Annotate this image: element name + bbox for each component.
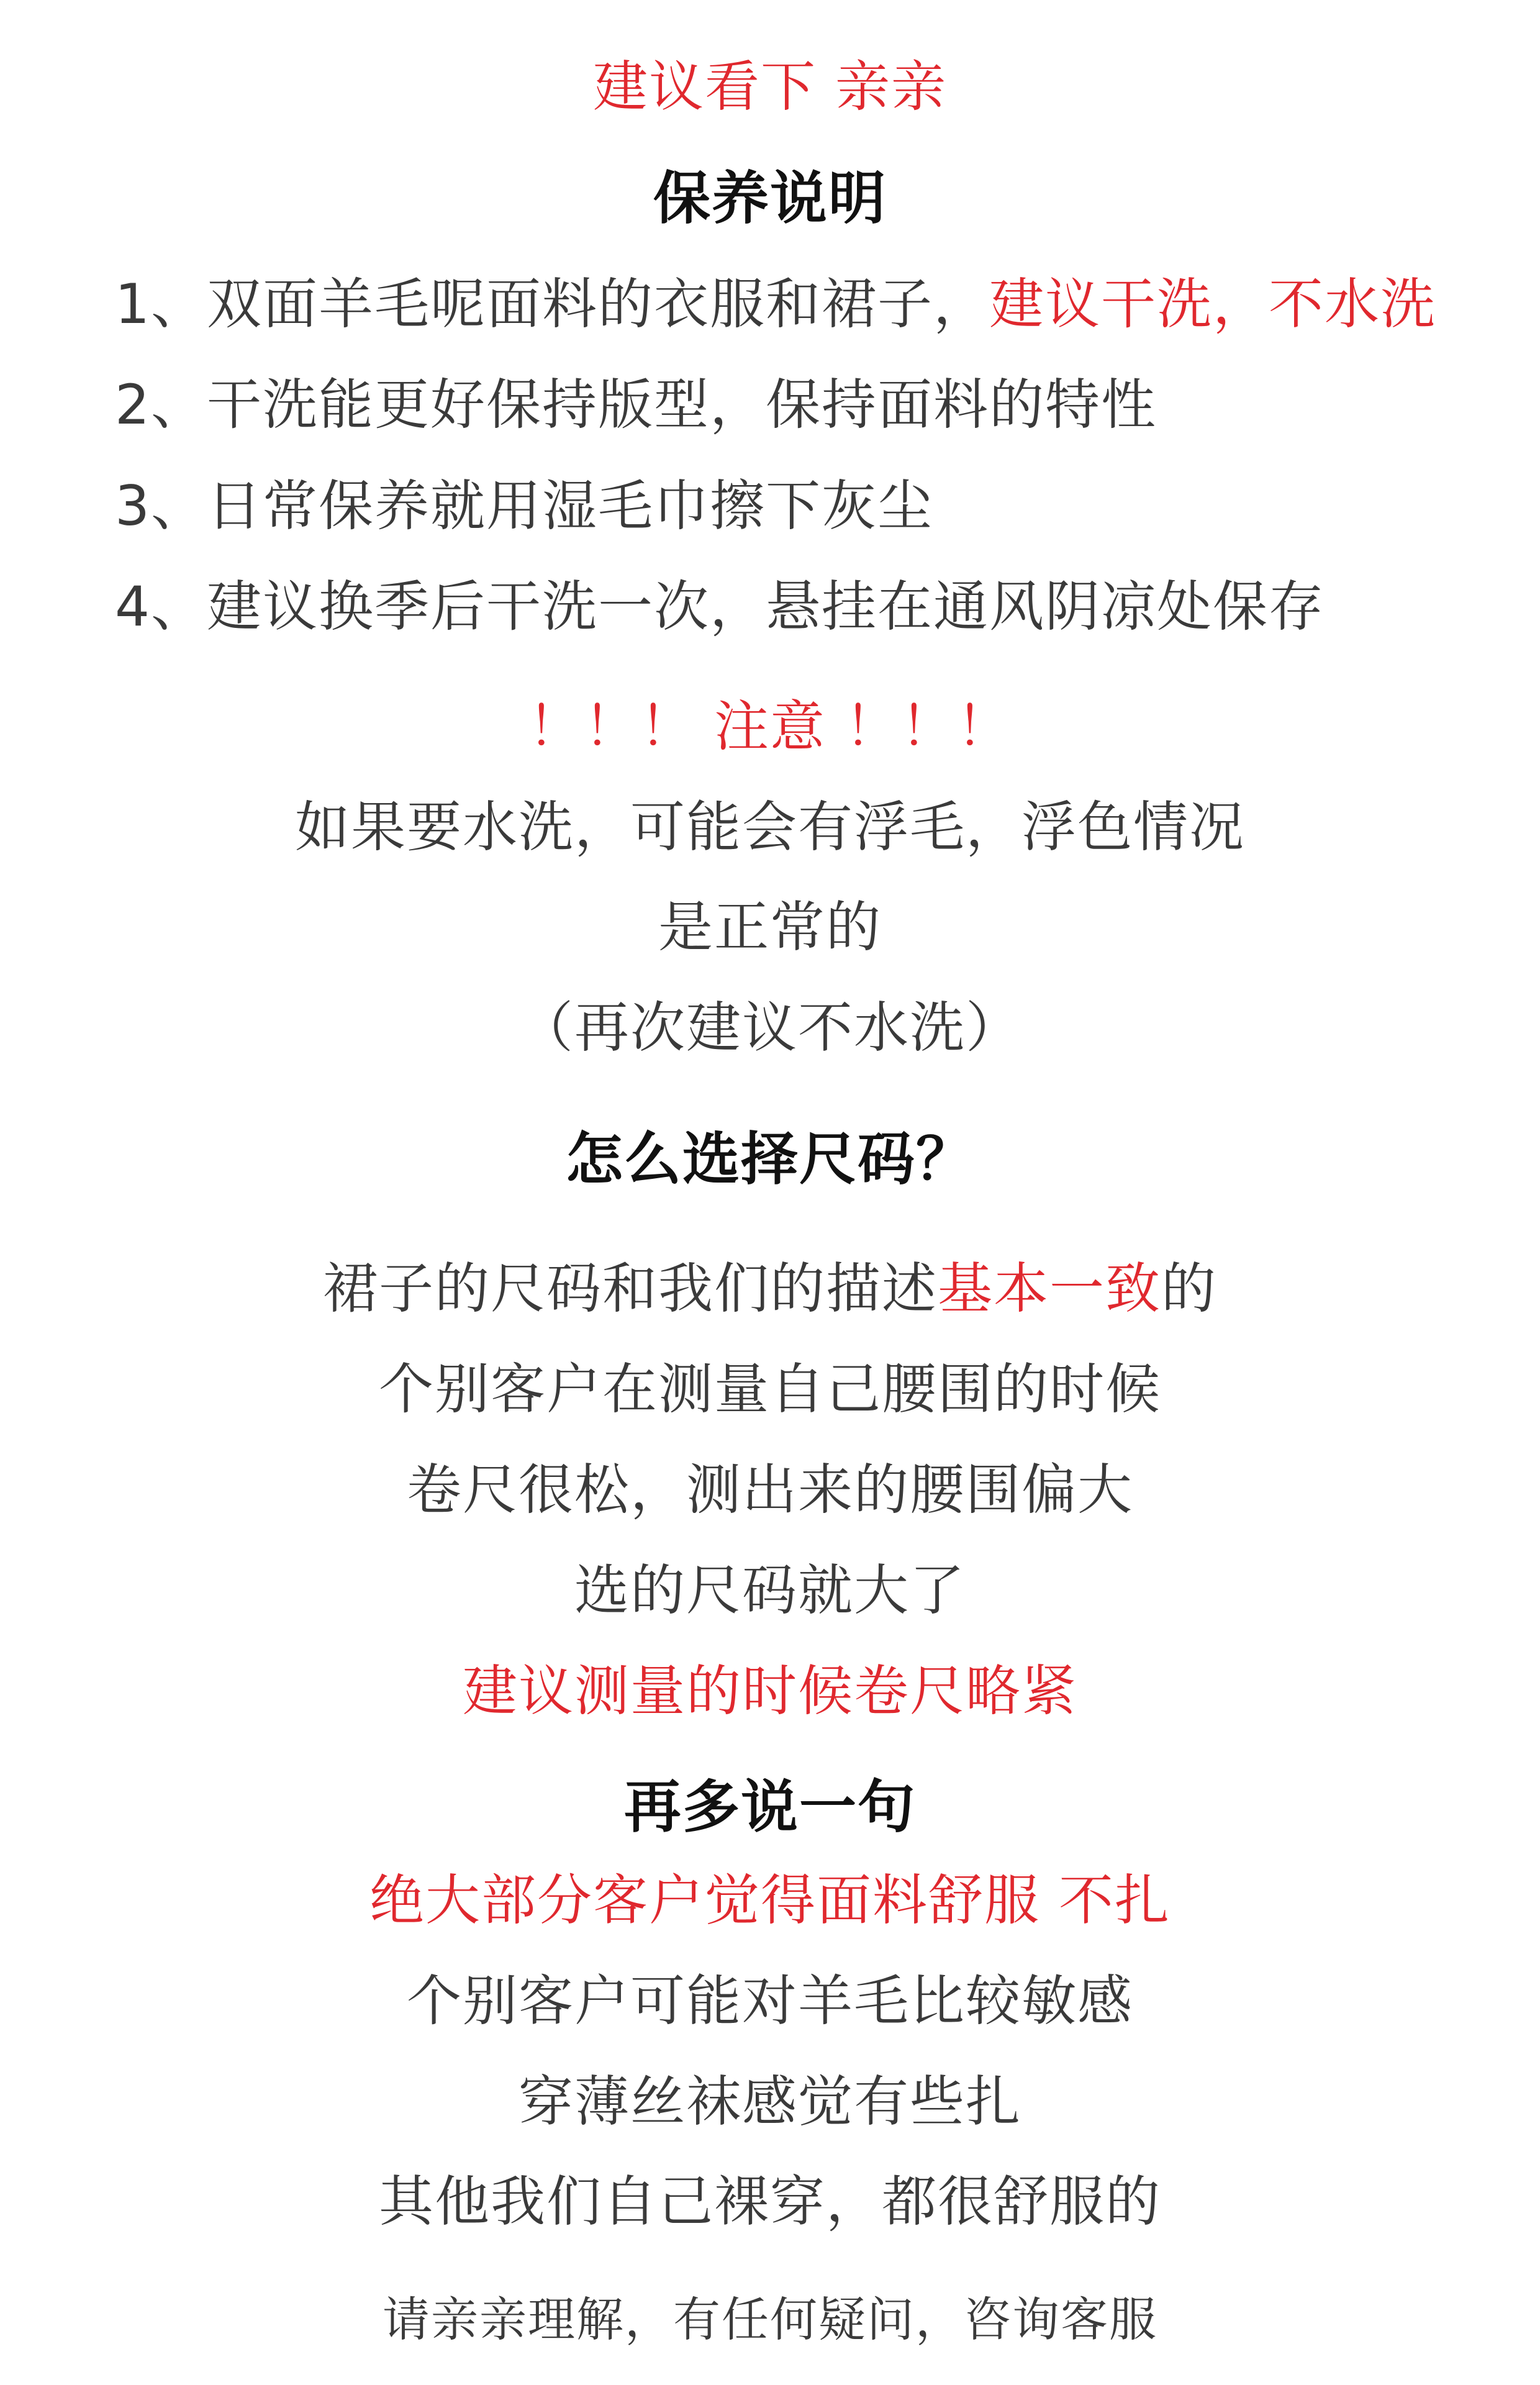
top-banner: 建议看下 亲亲: [593, 55, 947, 119]
notice-line-1: 如果要水洗，可能会有浮毛，浮色情况: [294, 795, 1245, 859]
size-title: 怎么选择尺码？: [565, 1126, 974, 1192]
closing-line: 请亲亲理解，有任何疑问，咨询客服: [383, 2292, 1157, 2347]
more-line-3: 其他我们自己裸穿，都很舒服的: [378, 2169, 1161, 2233]
care-item-2: 2、干洗能更好保持版型，保持面料的特性: [115, 373, 1157, 437]
size-line-1-text: 裙子的尺码和我们的描述: [322, 1256, 938, 1320]
care-item-3: 3、日常保养就用湿毛巾擦下灰尘: [115, 474, 933, 538]
notice-line-3: （再次建议不水洗）: [518, 996, 1021, 1060]
size-line-4: 选的尺码就大了: [574, 1558, 966, 1622]
size-line-1-end: 的: [1161, 1256, 1218, 1320]
size-line-3: 卷尺很松，测出来的腰围偏大: [406, 1458, 1133, 1522]
care-item-1: [115, 270, 1512, 338]
size-line-1: [0, 1255, 1540, 1323]
care-item-1-highlight: 建议干洗，不水洗: [989, 272, 1437, 336]
notice-line-2: 是正常的: [658, 895, 882, 959]
more-highlight: 绝大部分客户觉得面料舒服 不扎: [369, 1868, 1171, 1932]
more-title: 再多说一句: [623, 1774, 916, 1840]
care-item-4: 4、建议换季后干洗一次，悬挂在通风阴凉处保存: [115, 575, 1325, 638]
care-item-1-text: 1、双面羊毛呢面料的衣服和裙子，: [115, 272, 989, 336]
care-title: 保养说明: [653, 165, 887, 232]
size-line-2: 个别客户在测量自己腰围的时候: [378, 1357, 1161, 1421]
more-line-1: 个别客户可能对羊毛比较敏感: [406, 1969, 1133, 2033]
notice-title: ！！！ 注意 ！！！: [528, 694, 1012, 758]
more-line-2: 穿薄丝袜感觉有些扎: [518, 2069, 1021, 2133]
size-line-1-highlight: 基本一致: [937, 1256, 1161, 1320]
size-advice: 建议测量的时候卷尺略紧: [462, 1659, 1077, 1723]
